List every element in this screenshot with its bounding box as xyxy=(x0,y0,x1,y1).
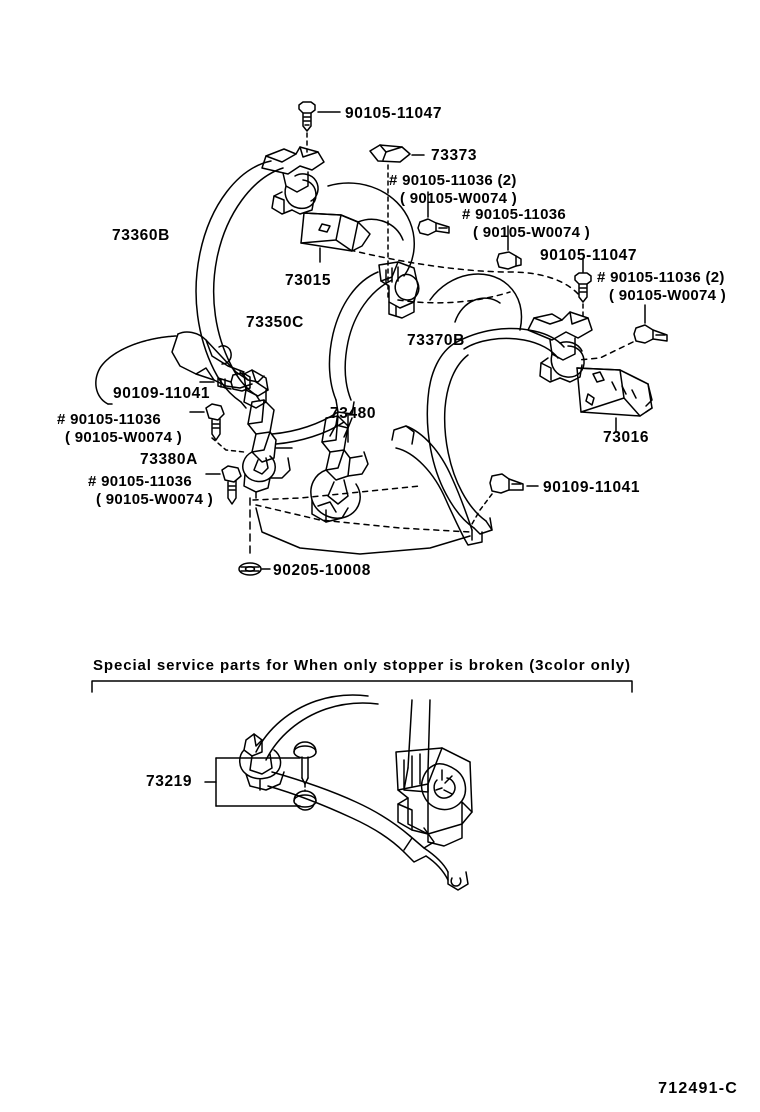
bracket-73219 xyxy=(205,758,300,806)
part-73480-buckle xyxy=(311,416,368,522)
callout-73360B: 73360B xyxy=(112,227,170,244)
belt-73370B-lower xyxy=(392,426,482,545)
dash-floor-a xyxy=(253,486,420,500)
bolt-90105-11036-left-upper xyxy=(206,404,224,440)
callout-90105-11036-a-line1: # 90105-11036 (2) xyxy=(389,172,517,189)
seatback-outline-right xyxy=(430,274,522,330)
callout-73219: 73219 xyxy=(146,773,193,790)
callout-73373: 73373 xyxy=(431,147,478,164)
callout-90109-11041-right: 90109-11041 xyxy=(543,479,641,496)
bolt-90105-11036-left-lower xyxy=(222,466,241,504)
dash-90109-right xyxy=(472,494,492,524)
floor-outline xyxy=(256,508,470,554)
anchor-plate-top-right xyxy=(528,312,592,382)
callout-73380A: 73380A xyxy=(140,451,198,468)
bolt-90109-11041-right xyxy=(490,474,523,493)
drawing-code: 712491-C xyxy=(658,1080,738,1097)
callout-90105-11036-left-lower-line2: ( 90105-W0074 ) xyxy=(96,491,214,508)
detail-belt-vertical xyxy=(404,700,430,792)
callout-73015: 73015 xyxy=(285,272,332,289)
bolt-90105-11036-right xyxy=(634,325,667,343)
bolt-90105-11036-a xyxy=(418,219,449,235)
washer-90205-10008 xyxy=(239,563,261,575)
bolt-90105-11047-top xyxy=(299,102,315,131)
detail-stopper-upper xyxy=(294,742,316,784)
anchor-plate-top-left xyxy=(262,147,324,214)
part-73016-bracket xyxy=(577,368,652,416)
callout-90105-11036-right-line2: ( 90105-W0074 ) xyxy=(609,287,727,304)
detail-retractor xyxy=(396,748,472,846)
retractor-center xyxy=(379,262,419,318)
callout-90105-11047-right: 90105-11047 xyxy=(540,247,638,264)
part-73015-cover xyxy=(301,213,370,251)
callout-90105-11036-right-line1: # 90105-11036 (2) xyxy=(597,269,725,286)
special-service-note: Special service parts for When only stopper is broken (3color only) xyxy=(93,657,631,674)
dash-floor-b xyxy=(256,505,470,532)
bolt-90105-11036-b xyxy=(497,252,521,269)
callout-73016: 73016 xyxy=(603,429,650,446)
callout-90105-11036-b-line1: # 90105-11036 xyxy=(462,206,566,223)
dash-to-73016 xyxy=(578,342,633,360)
callout-90105-11036-b-line2: ( 90105-W0074 ) xyxy=(473,224,591,241)
callout-90205-10008: 90205-10008 xyxy=(273,562,371,579)
callout-90105-11047-top: 90105-11047 xyxy=(345,105,443,122)
callout-90109-11041-left: 90109-11041 xyxy=(113,385,211,402)
callout-90105-11036-left-lower-line1: # 90105-11036 xyxy=(88,473,192,490)
note-bracket xyxy=(92,681,632,692)
bolt-90105-11047-right xyxy=(575,273,591,302)
callout-90105-11036-a-line2: ( 90105-W0074 ) xyxy=(400,190,518,207)
callout-90105-11036-left-upper-line2: ( 90105-W0074 ) xyxy=(65,429,183,446)
callout-73350C: 73350C xyxy=(246,314,304,331)
callout-73370B: 73370B xyxy=(407,332,465,349)
part-73373-clip xyxy=(370,145,410,162)
callout-73480: 73480 xyxy=(330,405,377,422)
callout-90105-11036-left-upper-line1: # 90105-11036 xyxy=(57,411,161,428)
part-73380A-buckle xyxy=(243,400,290,498)
